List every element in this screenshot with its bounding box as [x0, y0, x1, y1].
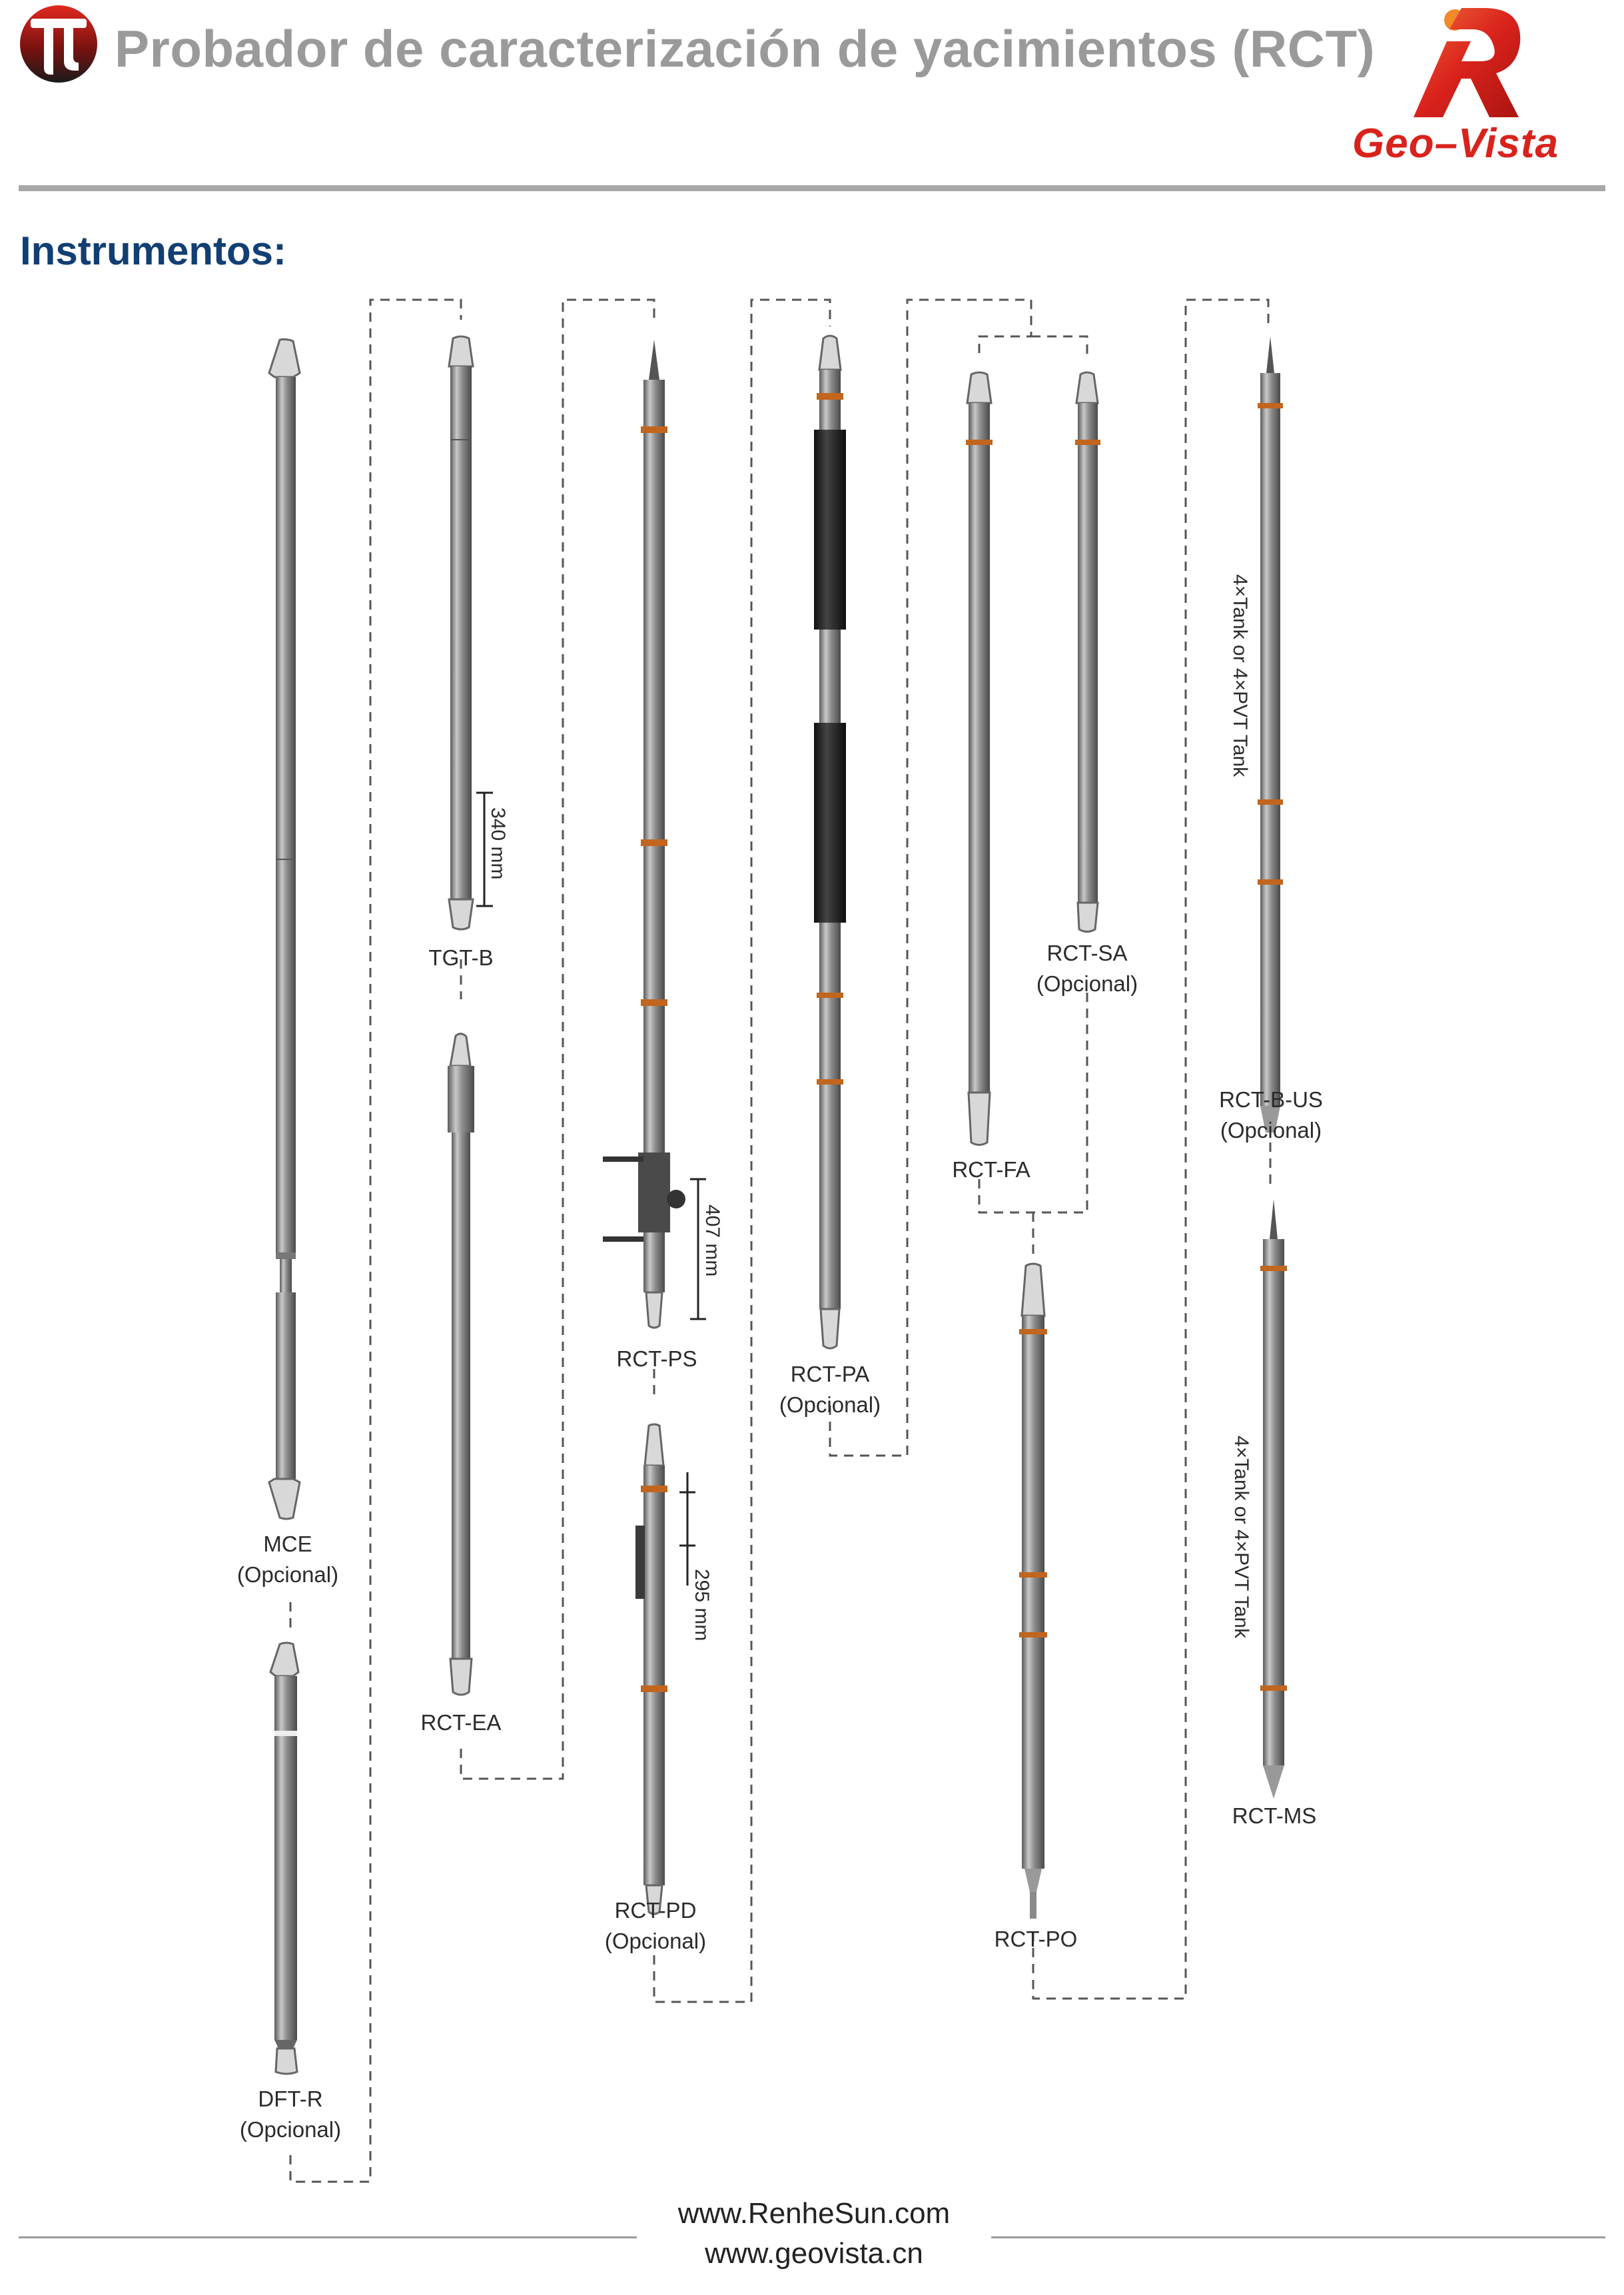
tool-label-rct-ms	[1232, 1801, 1317, 1831]
tool-label-rct-pa	[779, 1359, 881, 1420]
tool-name: RCT-EA	[420, 1710, 502, 1735]
footer-rule-left	[19, 2236, 637, 2238]
tank-note-rct-b-us: 4×Tank or 4×PVT Tank	[1229, 574, 1251, 777]
tool-label-rct-b-us	[1219, 1085, 1323, 1146]
dimension-rct-ps: 407 mm	[701, 1204, 723, 1277]
tool-name: RCT-PD	[614, 1898, 697, 1923]
tool-note: (Opcional)	[604, 1929, 707, 1953]
dimension-rct-pd: 295 mm	[691, 1569, 713, 1641]
tool-tgt-b-drawing	[449, 336, 473, 929]
tool-note: (Opcional)	[236, 1562, 339, 1587]
dimension-tgt-b: 340 mm	[487, 807, 509, 880]
tool-note: (Opcional)	[1036, 971, 1138, 996]
tool-name: RCT-PS	[616, 1346, 697, 1371]
tool-dft-r-drawing	[270, 1643, 298, 2074]
dimension-markers	[476, 793, 706, 1586]
tool-note: (Opcional)	[239, 2117, 342, 2142]
tool-name: TGT-B	[428, 945, 494, 970]
tool-rct-ea-drawing	[448, 1034, 474, 1695]
tool-mce-drawing	[269, 339, 300, 1519]
tool-label-rct-ps	[616, 1344, 697, 1374]
tool-label-mce	[237, 1529, 338, 1590]
tank-note-rct-ms: 4×Tank or 4×PVT Tank	[1230, 1436, 1252, 1639]
footer-url-renhesun[interactable]: www.RenheSun.com	[677, 2197, 951, 2230]
dashed-connectors	[290, 300, 1270, 2182]
tool-name: RCT-FA	[952, 1157, 1030, 1182]
tool-rct-pa-drawing	[814, 336, 846, 1348]
tool-name: DFT-R	[258, 2086, 323, 2111]
tool-note: (Opcional)	[779, 1392, 881, 1417]
tool-name: MCE	[263, 1532, 312, 1556]
tool-rct-ps-drawing	[603, 340, 685, 1328]
tool-label-rct-sa	[1036, 938, 1138, 999]
tool-name: RCT-SA	[1046, 941, 1128, 965]
tool-rct-ms-drawing	[1260, 1199, 1287, 1799]
tool-label-tgt-b	[428, 943, 493, 973]
tool-rct-pd-drawing	[635, 1424, 667, 1914]
tool-name: RCT-MS	[1232, 1803, 1317, 1828]
section-heading: Instrumentos:	[20, 229, 287, 273]
page-title: Probador de caracterización de yacimientos (RCT)	[115, 19, 1376, 78]
footer-url-geovista[interactable]: www.geovista.cn	[705, 2237, 923, 2270]
tool-label-rct-pd	[605, 1895, 706, 1957]
tool-rct-fa-drawing	[966, 372, 993, 1145]
brand-name: Geo–Vista	[1352, 121, 1559, 167]
tool-rct-sa-drawing	[1075, 372, 1100, 932]
tool-label-rct-po	[995, 1924, 1078, 1955]
tool-rct-b-us-drawing	[1258, 336, 1283, 1133]
footer-rule-right	[991, 2236, 1605, 2238]
tool-label-rct-ea	[420, 1707, 501, 1738]
tool-name: RCT-PA	[790, 1362, 870, 1386]
tool-label-rct-fa	[952, 1154, 1030, 1185]
tool-note: (Opcional)	[1220, 1118, 1322, 1143]
tool-label-dft-r	[240, 2084, 341, 2145]
tool-name: RCT-B-US	[1219, 1087, 1323, 1112]
tool-rct-po-drawing	[1019, 1264, 1047, 1919]
tool-name: RCT-PO	[994, 1927, 1078, 1951]
